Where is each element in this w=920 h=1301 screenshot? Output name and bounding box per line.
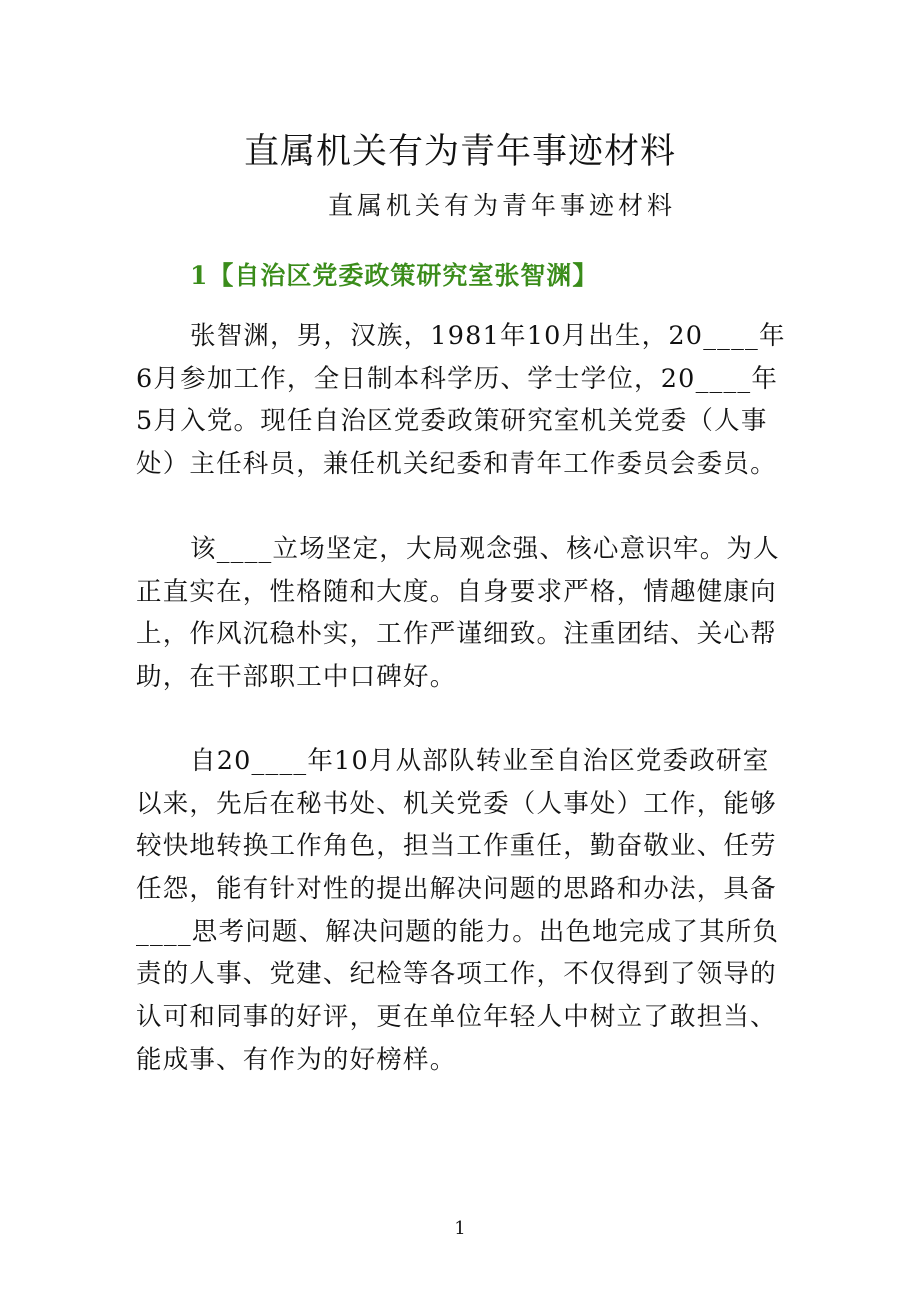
paragraph-line: 处）主任科员，兼任机关纪委和青年工作委员会委员。 bbox=[136, 449, 777, 480]
paragraph-line: 能成事、有作为的好榜样。 bbox=[136, 1044, 457, 1075]
body-paragraph bbox=[136, 315, 786, 486]
paragraph-line: 认可和同事的好评，更在单位年轻人中树立了敢担当、 bbox=[136, 1002, 777, 1033]
page-number: 1 bbox=[454, 1218, 466, 1239]
body-paragraph bbox=[136, 528, 786, 699]
paragraph-line: 助，在干部职工中口碑好。 bbox=[136, 662, 457, 693]
document-title: 直属机关有为青年事迹材料 bbox=[243, 132, 676, 172]
paragraph-line: 任怨，能有针对性的提出解决问题的思路和办法，具备 bbox=[136, 874, 777, 905]
body-paragraph bbox=[136, 740, 786, 1082]
paragraph-line: 5月入党。现任自治区党委政策研究室机关党委（人事 bbox=[136, 406, 768, 437]
paragraph-line: 正直实在，性格随和大度。自身要求严格，情趣健康向 bbox=[136, 576, 777, 607]
section-heading: 1【自治区党委政策研究室张智渊】 bbox=[190, 261, 599, 290]
paragraph-line: 6月参加工作，全日制本科学历、学士学位，20____年 bbox=[136, 363, 779, 394]
paragraph-line: 较快地转换工作角色，担当工作重任，勤奋敬业、任劳 bbox=[136, 831, 777, 862]
paragraph-line: 自20____年10月从部队转业至自治区党委政研室 bbox=[190, 746, 770, 776]
paragraph-line: 以来，先后在秘书处、机关党委（人事处）工作，能够 bbox=[136, 788, 777, 819]
paragraph-line: 上，作风沉稳朴实，工作严谨细致。注重团结、关心帮 bbox=[136, 619, 777, 650]
paragraph-line: 该____立场坚定，大局观念强、核心意识牢。为人 bbox=[190, 534, 780, 564]
paragraph-line: 责的人事、党建、纪检等各项工作，不仅得到了领导的 bbox=[136, 959, 777, 990]
paragraph-line: ____思考问题、解决问题的能力。出色地完成了其所负 bbox=[136, 916, 780, 947]
paragraph-line: 张智渊，男，汉族，1981年10月出生，20____年 bbox=[190, 321, 786, 351]
document-subtitle: 直属机关有为青年事迹材料 bbox=[328, 191, 677, 220]
